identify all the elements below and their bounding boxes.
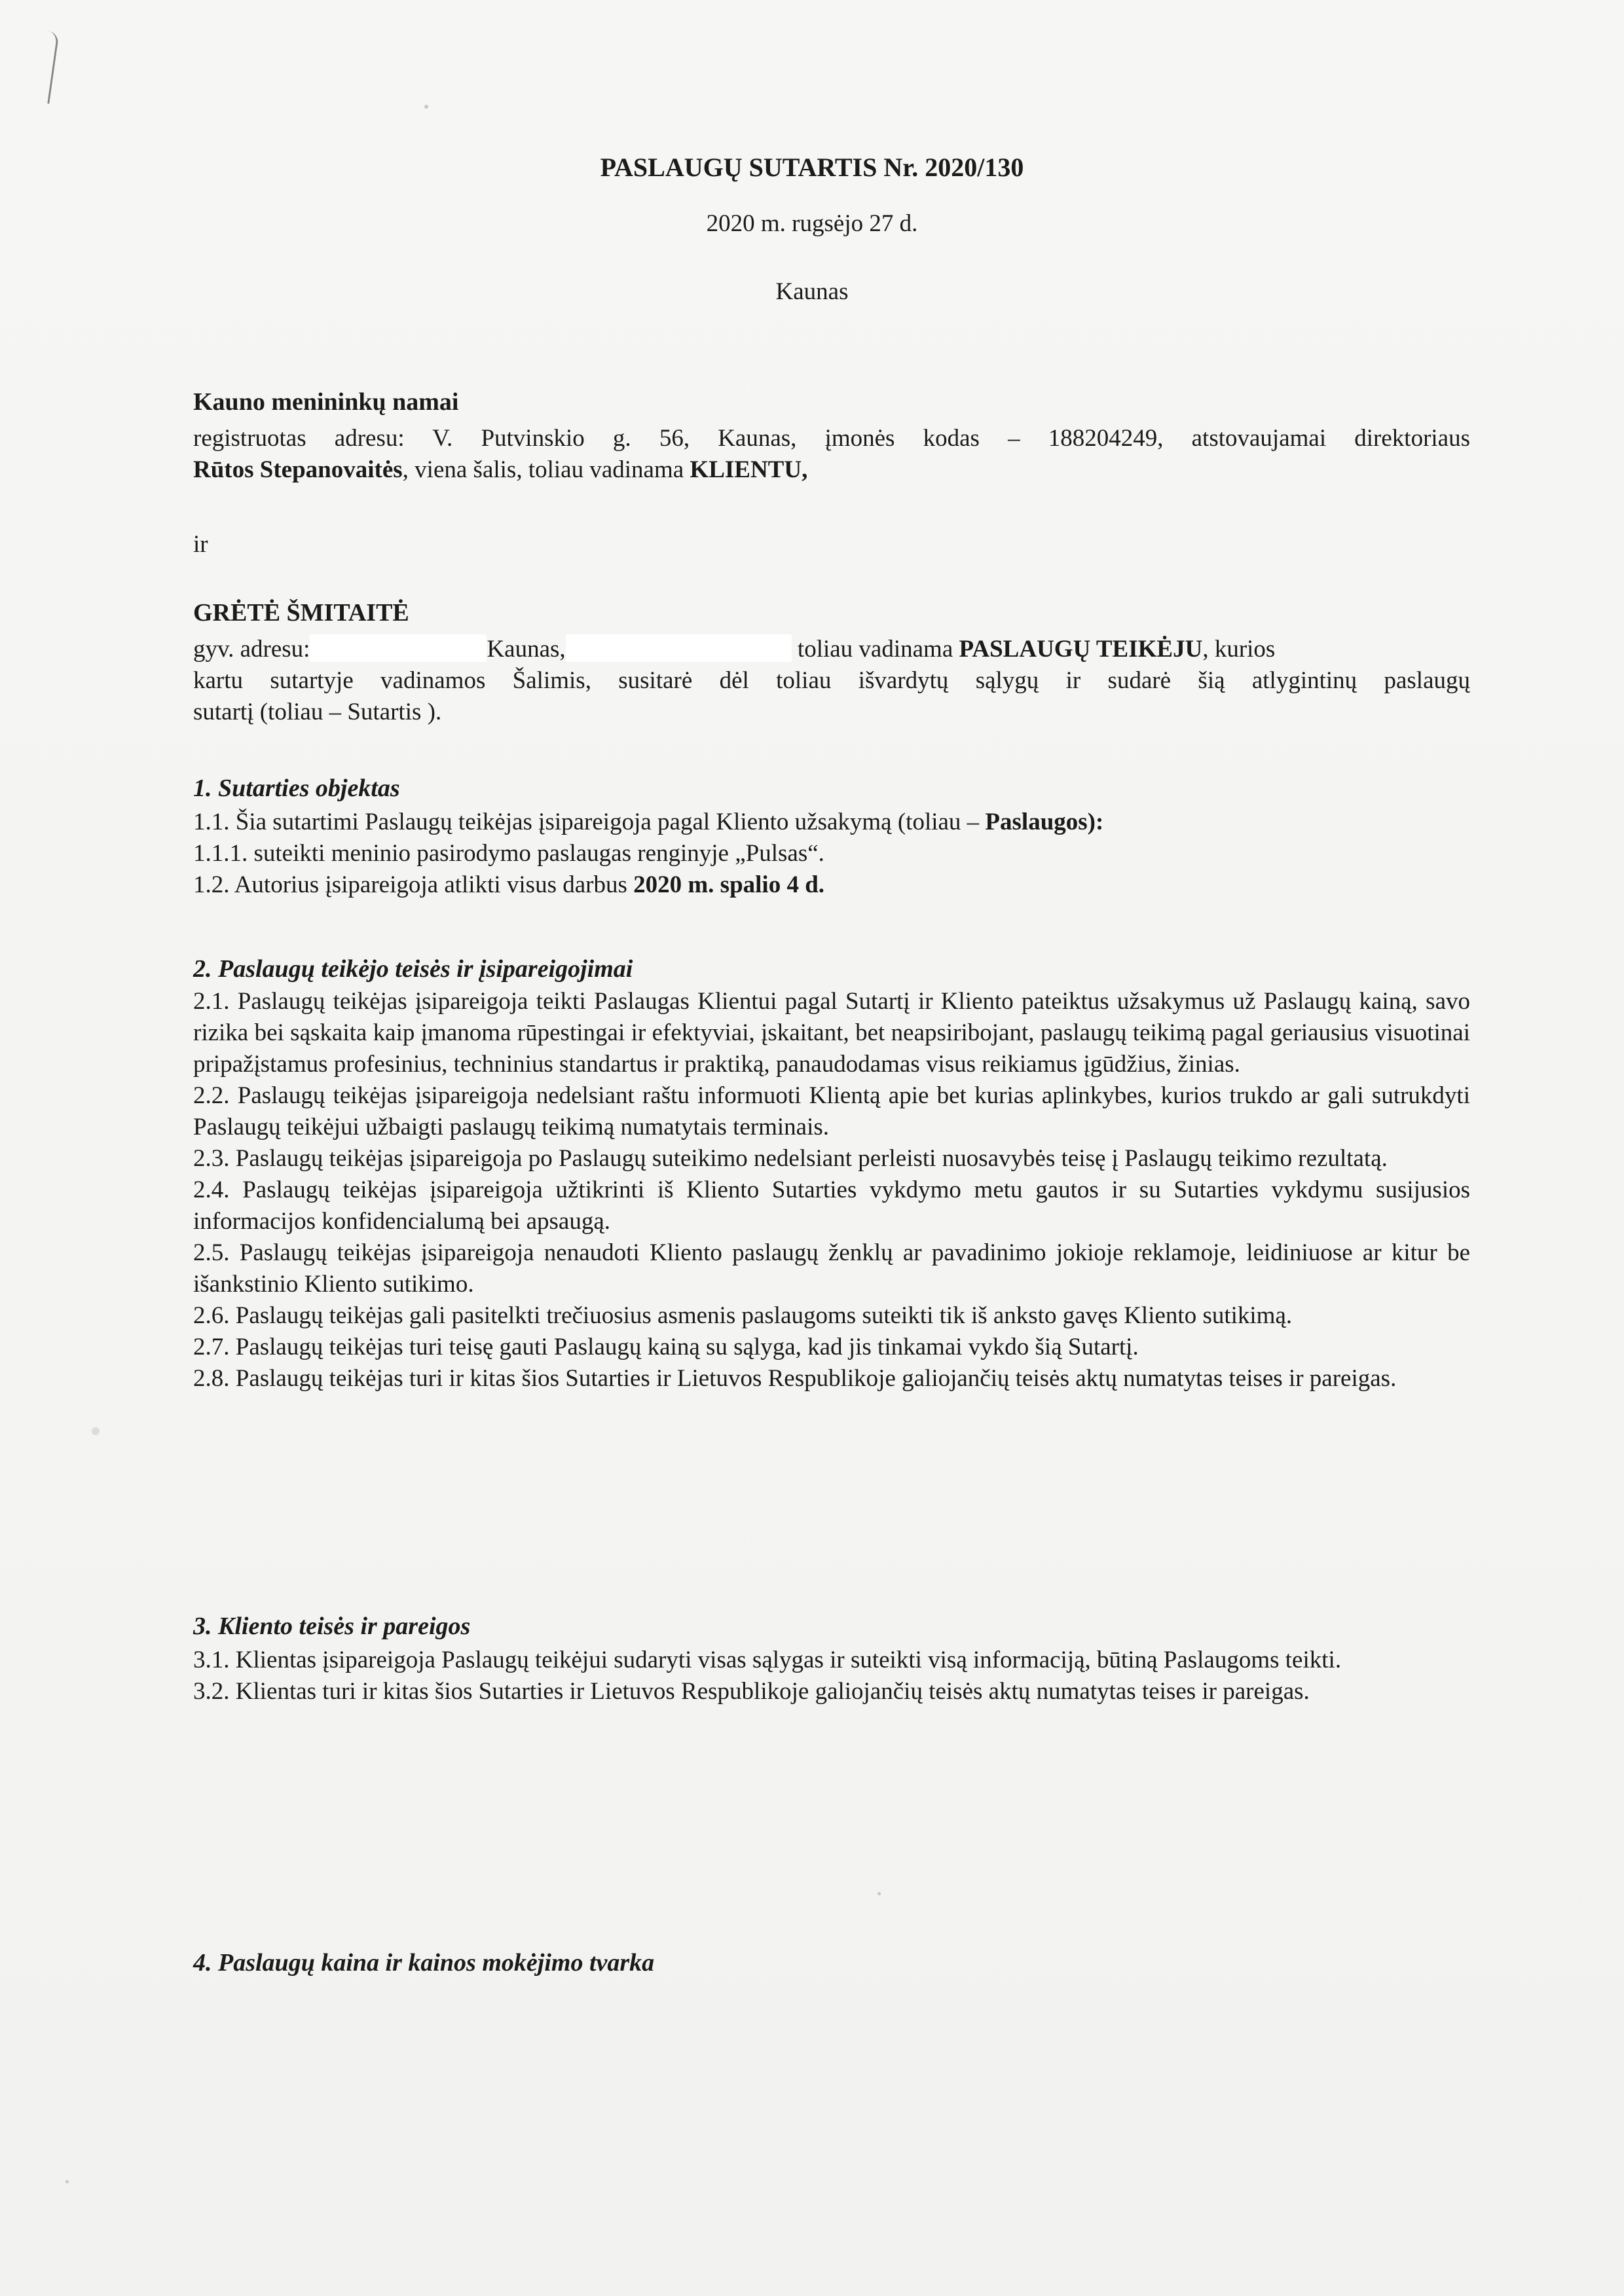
clause-1-1-1: 1.1.1. suteikti meninio pasirodymo paslaugas renginyje „Pulsas“. [193, 840, 824, 867]
clause-2-8: 2.8. Paslaugų teikėjas turi ir kitas šios Sutarties ir Lietuvos Respublikoje galiojančių teisės aktų numatytas teises ir pareigas. [193, 1365, 1397, 1392]
provider-address-line [193, 634, 1470, 665]
section-2-heading: 2. Paslaugų teikėjo teisės ir įsipareigojimai [193, 955, 633, 983]
clause-2-5: 2.5. Paslaugų teikėjas įsipareigoja nenaudoti Kliento paslaugų ženklų ar pavadinimo jokioje reklamoje, leidiniuose ar kitur be išankstinio Kliento sutikimo. [193, 1239, 1470, 1298]
section-3-body [193, 1645, 1470, 1707]
section-4-heading: 4. Paslaugų kaina ir kainos mokėjimo tvarka [193, 1949, 655, 1977]
clause-3-2: 3.2. Klientas turi ir kitas šios Sutarties ir Lietuvos Respublikoje galiojančių teisės aktų numatytas teises ir pareigas. [193, 1678, 1310, 1705]
client-director: Rūtos Stepanovaitės [193, 456, 403, 483]
contract-title: PASLAUGŲ SUTARTIS Nr. 2020/130 [600, 153, 1024, 182]
section-1-body [193, 807, 1470, 901]
clause-1-2 [193, 869, 1470, 901]
connector-word: ir [193, 531, 208, 558]
client-address-line: registruotas adresu: V. Putvinskio g. 56, Kaunas, įmonės kodas – 188204249, atstovaujamai direktoriaus [193, 425, 1470, 452]
client-details [193, 423, 1470, 486]
provider-details [193, 634, 1470, 728]
clause-1-1 [193, 807, 1470, 838]
provider-line-2: kartu sutartyje vadinamos Šalimis, susitarė dėl toliau išvardytų sąlygų ir sudarė šią atlygintinų paslaugų [193, 667, 1470, 694]
scan-speck [877, 1892, 881, 1895]
provider-address-label: gyv. adresu: [193, 636, 310, 663]
clause-2-3: 2.3. Paslaugų teikėjas įsipareigoja po Paslaugų suteikimo nedelsiant perleisti nuosavybės teisę į Paslaugų teikimo rezultatą. [193, 1145, 1388, 1172]
client-representative-line [193, 454, 1470, 486]
contract-city: Kaunas [775, 278, 849, 305]
scan-speck [424, 105, 428, 109]
clause-1-2-date: 2020 m. spalio 4 d. [633, 871, 825, 898]
provider-line-3: sutartį (toliau – Sutartis ). [193, 699, 442, 725]
clause-2-6: 2.6. Paslaugų teikėjas gali pasitelkti trečiuosius asmenis paslaugoms suteikti tik iš anksto gavęs Kliento sutikimą. [193, 1302, 1293, 1329]
section-3-heading: 3. Kliento teisės ir pareigos [193, 1613, 471, 1640]
client-name: Kauno menininkų namai [193, 388, 459, 416]
redacted-street [310, 634, 487, 662]
clause-3-1: 3.1. Klientas įsipareigoja Paslaugų teikėjui sudaryti visas sąlygas ir suteikti visą informaciją, būtiną Paslaugoms teikti. [193, 1647, 1342, 1673]
provider-name: GRĖTĖ ŠMITAITĖ [193, 599, 409, 627]
section-1-heading: 1. Sutarties objektas [193, 774, 400, 802]
clause-2-2: 2.2. Paslaugų teikėjas įsipareigoja nedelsiant raštu informuoti Klientą apie bet kurias aplinkybes, kurios trukdo ar gali sutrukdyti Paslaugų teikėjui užbaigti paslaugų teikimą numatytais terminais. [193, 1082, 1470, 1140]
scan-speck [92, 1427, 100, 1435]
client-role: KLIENTU, [690, 456, 808, 483]
clause-2-4: 2.4. Paslaugų teikėjas įsipareigoja užtikrinti iš Kliento Sutarties vykdymo metu gautos ir su Sutarties vykdymu susijusios informacijos konfidencialumą bei apsaugą. [193, 1176, 1470, 1235]
clause-1-1-term: Paslaugos): [985, 809, 1104, 835]
pen-mark [38, 31, 59, 103]
redacted-address [566, 634, 792, 662]
client-line-rest: , viena šalis, toliau vadinama [402, 456, 690, 483]
clause-2-1: 2.1. Paslaugų teikėjas įsipareigoja teikti Paslaugas Klientui pagal Sutartį ir Kliento pateiktus užsakymus už Paslaugų kainą, savo rizika bei sąskaita kaip įmanoma rūpestingai ir efektyviai, įskaitant, bet neapsiribojant, paslaugų teikimą pagal geriausius visuotinai pripažįstamus profesinius, techninius standartus ir praktiką, panaudodamas visus reikiamus įgūdžius, žinias. [193, 988, 1470, 1078]
clause-1-2-text: 1.2. Autorius įsipareigoja atlikti visus darbus [193, 871, 634, 898]
provider-address-city: Kaunas, [487, 636, 566, 663]
provider-role: PASLAUGŲ TEIKĖJU [959, 636, 1203, 663]
scan-speck [65, 2180, 69, 2183]
section-2-body [193, 986, 1470, 1394]
provider-address-after: toliau vadinama [791, 636, 959, 663]
contract-date: 2020 m. rugsėjo 27 d. [706, 210, 918, 237]
provider-line-end: , kurios [1202, 636, 1276, 663]
clause-1-1-text: 1.1. Šia sutartimi Paslaugų teikėjas įsipareigoja pagal Kliento užsakymą (toliau – [193, 809, 986, 835]
clause-2-7: 2.7. Paslaugų teikėjas turi teisę gauti Paslaugų kainą su sąlyga, kad jis tinkamai vykdo šią Sutartį. [193, 1334, 1139, 1360]
